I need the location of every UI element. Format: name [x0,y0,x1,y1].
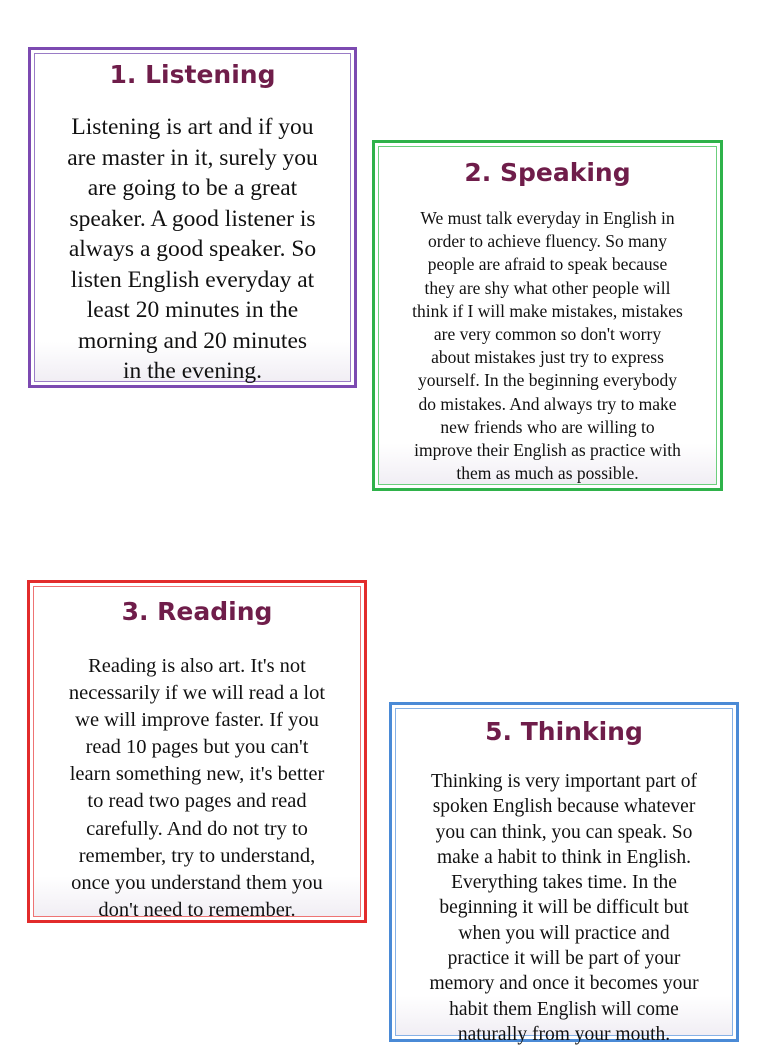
speaking-card [372,140,723,491]
listening-card-inner [34,53,351,382]
text-line: think if I will make mistakes, mistakes [412,300,683,321]
speaking-title: 2. Speaking [464,158,631,187]
text-line: make a habit to think in English. [436,846,691,868]
text-line: order to achieve fluency. So many [428,231,667,252]
text-line: Reading is also art. It's not [88,655,306,677]
text-line: when you will practice and [458,922,670,944]
text-line: in the evening. [122,358,262,384]
listening-title: 1. Listening [109,60,276,89]
reading-title: 3. Reading [121,597,273,626]
reading-card [27,580,367,923]
thinking-text [402,769,726,1047]
text-line: do mistakes. And always try to make [418,393,677,414]
listening-card [28,47,357,388]
text-line: We must talk everyday in English in [420,208,675,228]
text-line: memory and once it becomes your [429,973,699,995]
text-line: people are afraid to speak because [427,254,668,275]
text-line: remember, try to understand, [78,844,316,867]
thinking-title: 5. Thinking [485,717,643,746]
text-line: they are shy what other people will [424,277,671,298]
text-line: are master in it, surely you [67,144,318,171]
text-line: morning and 20 minutes [77,327,308,354]
reading-text [40,653,354,924]
reading-card-inner [33,586,361,921]
text-line: Thinking is very important part of [431,771,697,792]
text-line: about mistakes just try to express [431,347,664,368]
text-line: listen English everyday at [70,266,315,293]
text-line: new friends who are willing to [440,416,655,437]
text-line: yourself. In the beginning everybody [417,370,678,391]
text-line: read 10 pages but you can't [85,736,309,759]
listening-text [41,112,344,387]
text-line: habit them English will come [449,998,679,1020]
text-line: least 20 minutes in the [86,297,299,323]
text-line: practice it will be part of your [447,948,681,970]
thinking-card-inner [395,708,733,1045]
thinking-card [389,702,739,1045]
text-line: naturally from your mouth. [457,1023,671,1045]
text-line: spoken English because whatever [432,796,696,818]
text-line: don't need to remember. [98,898,296,921]
text-line: Everything takes time. In the [451,872,677,894]
speaking-card-inner [378,146,717,485]
text-line: are very common so don't worry [433,324,662,345]
text-line: you can think, you can speak. So [435,821,693,843]
text-line: always a good speaker. So [68,236,317,262]
text-line: speaker. A good listener is [69,205,316,232]
text-line: carefully. And do not try to [86,817,308,840]
text-line: we will improve faster. If you [75,709,319,732]
text-line: Listening is art and if you [71,114,314,140]
text-line: to read two pages and read [87,790,307,813]
text-line: them as much as possible. [456,463,639,484]
text-line: necessarily if we will read a lot [68,682,326,705]
text-line: are going to be a great [87,175,298,201]
text-line: improve their English as practice with [414,440,681,461]
speaking-text [385,207,710,485]
text-line: beginning it will be difficult but [439,897,689,919]
text-line: learn something new, it's better [69,763,325,786]
text-line: once you understand them you [71,871,323,894]
